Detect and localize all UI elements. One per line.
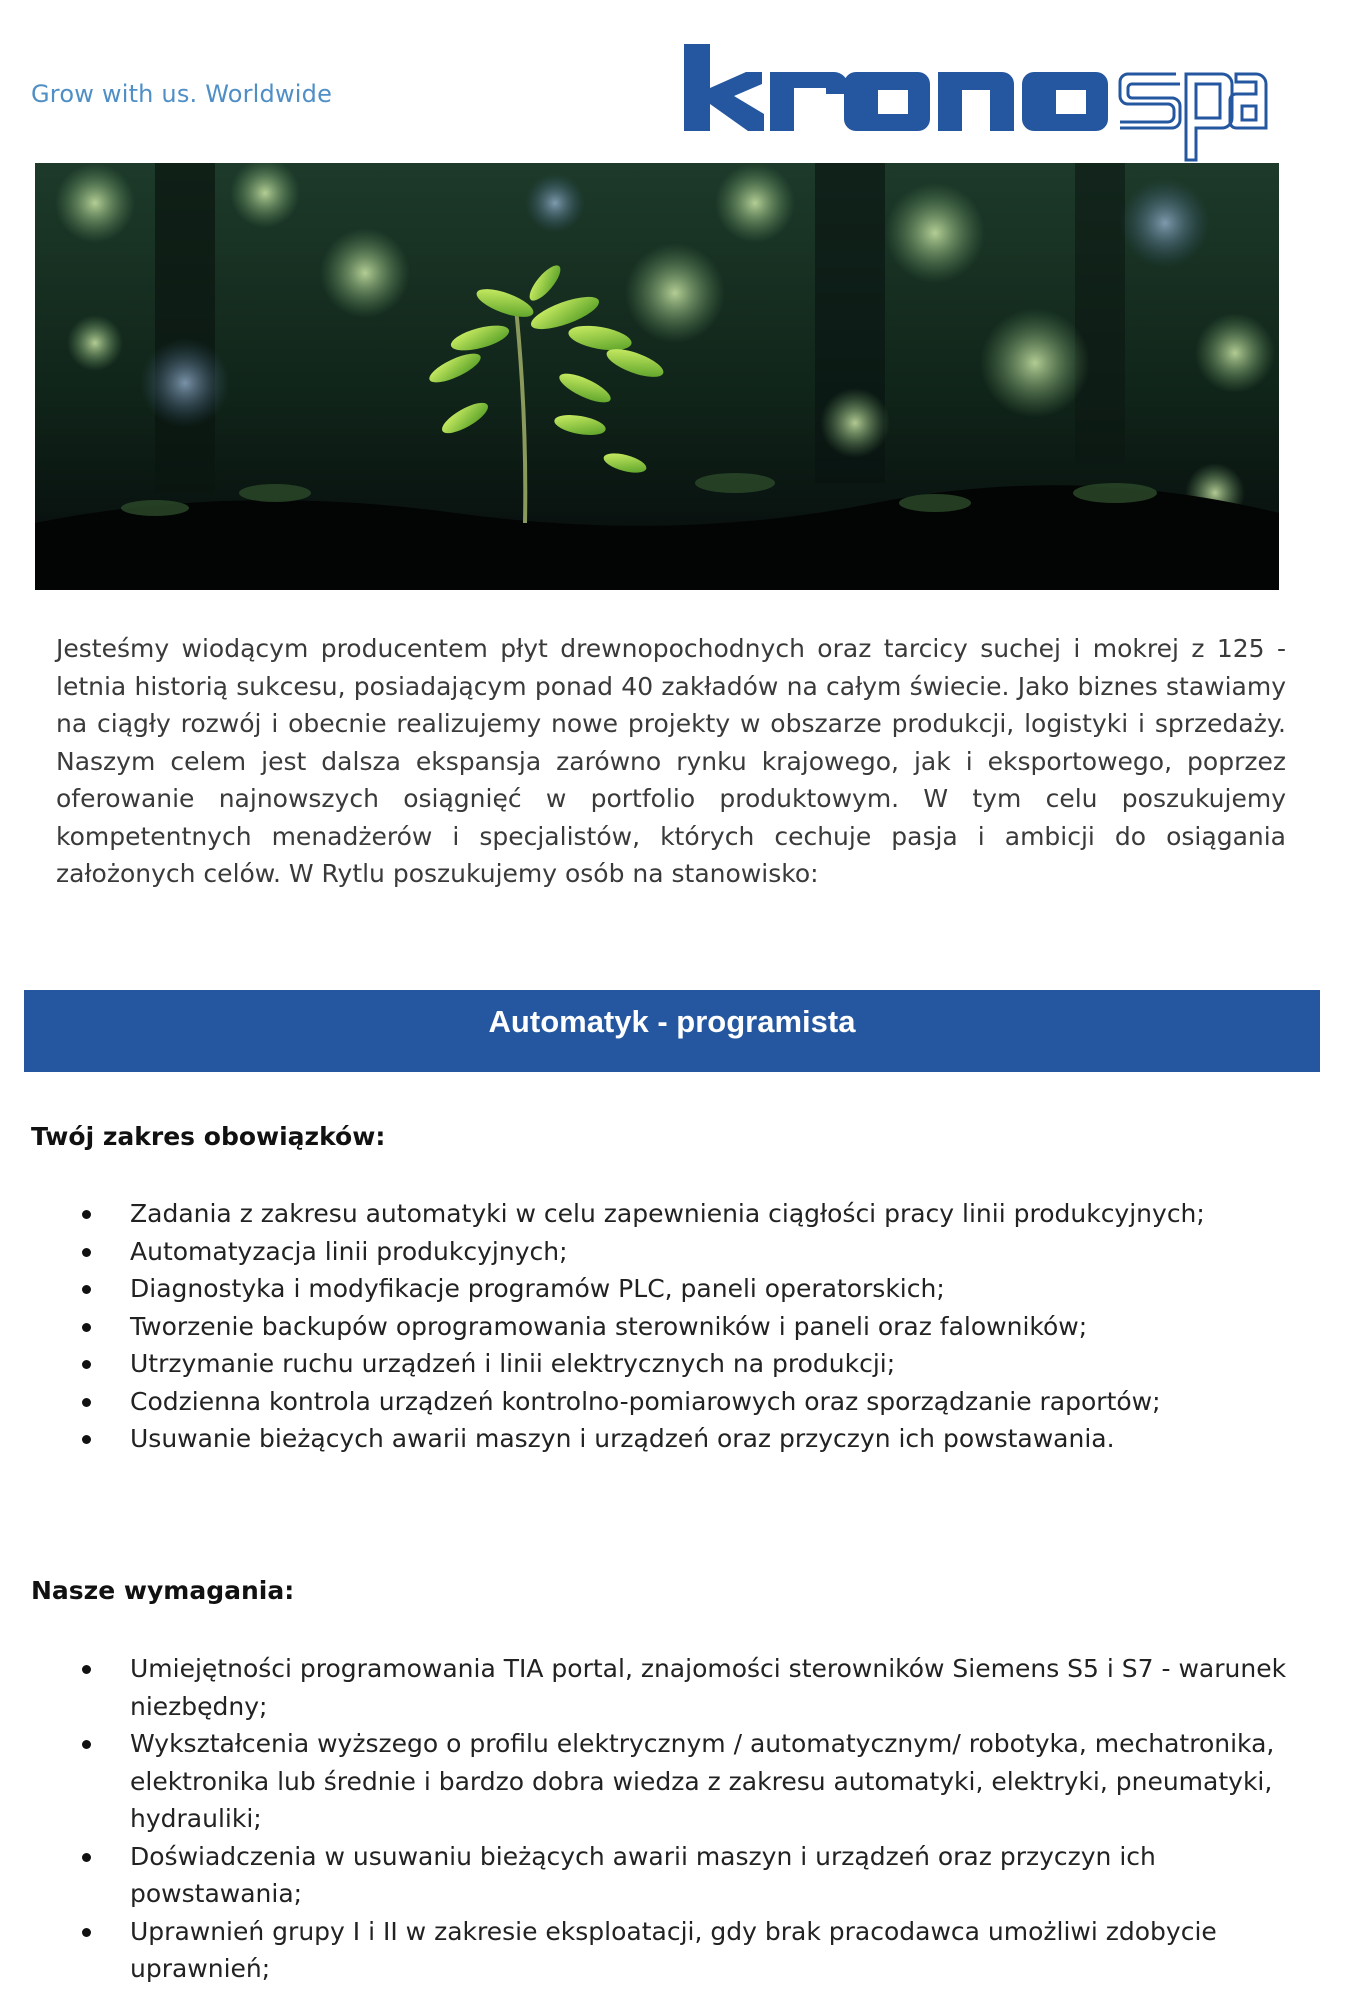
list-item: Codzienna kontrola urządzeń kontrolno-pomiarowych oraz sporządzanie raportów; (76, 1383, 1296, 1421)
requirements-list (76, 1650, 1296, 1988)
hero-image (35, 163, 1279, 590)
bullet-icon (82, 1398, 91, 1407)
list-item: Uprawnień grupy I i II w zakresie eksploatacji, gdy brak pracodawca umożliwi zdobycie uprawnień; (76, 1913, 1296, 1988)
bullet-icon (82, 1248, 91, 1257)
tagline: Grow with us. Worldwide (31, 80, 333, 108)
duties-list (76, 1195, 1296, 1458)
list-item: Automatyzacja linii produkcyjnych; (76, 1233, 1296, 1271)
bullet-icon (82, 1853, 91, 1862)
bullet-icon (82, 1665, 91, 1674)
list-item: Utrzymanie ruchu urządzeń i linii elektrycznych na produkcji; (76, 1345, 1296, 1383)
bullet-icon (82, 1740, 91, 1749)
requirements-heading: Nasze wymagania: (31, 1576, 295, 1605)
list-item: Zadania z zakresu automatyki w celu zapewnienia ciągłości pracy linii produkcyjnych; (76, 1195, 1296, 1233)
bullet-icon (82, 1360, 91, 1369)
list-item: Doświadczenia w usuwaniu bieżących awarii maszyn i urządzeń oraz przyczyn ich powstawania; (76, 1838, 1296, 1913)
bullet-icon (82, 1435, 91, 1444)
bullet-icon (82, 1210, 91, 1219)
bullet-icon (82, 1323, 91, 1332)
list-item: Usuwanie bieżących awarii maszyn i urządzeń oraz przyczyn ich powstawania. (76, 1420, 1296, 1458)
bullet-icon (82, 1928, 91, 1937)
intro-paragraph: Jesteśmy wiodącym producentem płyt drewnopochodnych oraz tarcicy suchej i mokrej z 125 -letnia historią sukcesu, posiadającym ponad 40 zakładów na całym świecie. Jako biznes stawiamy na ciągły rozwój i obecnie realizujemy nowe projekty w obszarze produkcji, logistyki i sprzedaży. Naszym celem jest dalsza ekspansja zarówno rynku krajowego, jak i eksportowego, poprzez oferowanie najnowszych osiągnięć w portfolio produktowym. W tym celu poszukujemy kompetentnych menadżerów i specjalistów, których cechuje pasja i ambicji do osiągania założonych celów. W Rytlu poszukujemy osób na stanowisko: (56, 634, 1286, 888)
job-title-banner (24, 990, 1320, 1072)
job-title: Automatyk - programista (488, 1004, 856, 1039)
list-item: Tworzenie backupów oprogramowania sterowników i paneli oraz falowników; (76, 1308, 1296, 1346)
kronospan-logo (684, 44, 1268, 162)
bullet-icon (82, 1285, 91, 1294)
list-item: Umiejętności programowania TIA portal, znajomości sterowników Siemens S5 i S7 - warunek niezbędny; (76, 1650, 1296, 1725)
list-item: Wykształcenia wyższego o profilu elektrycznym / automatycznym/ robotyka, mechatronika, elektronika lub średnie i bardzo dobra wiedza z zakresu automatyki, elektryki, pneumatyki, hydrauliki; (76, 1725, 1296, 1838)
list-item: Diagnostyka i modyfikacje programów PLC, paneli operatorskich; (76, 1270, 1296, 1308)
duties-heading: Twój zakres obowiązków: (31, 1122, 386, 1151)
